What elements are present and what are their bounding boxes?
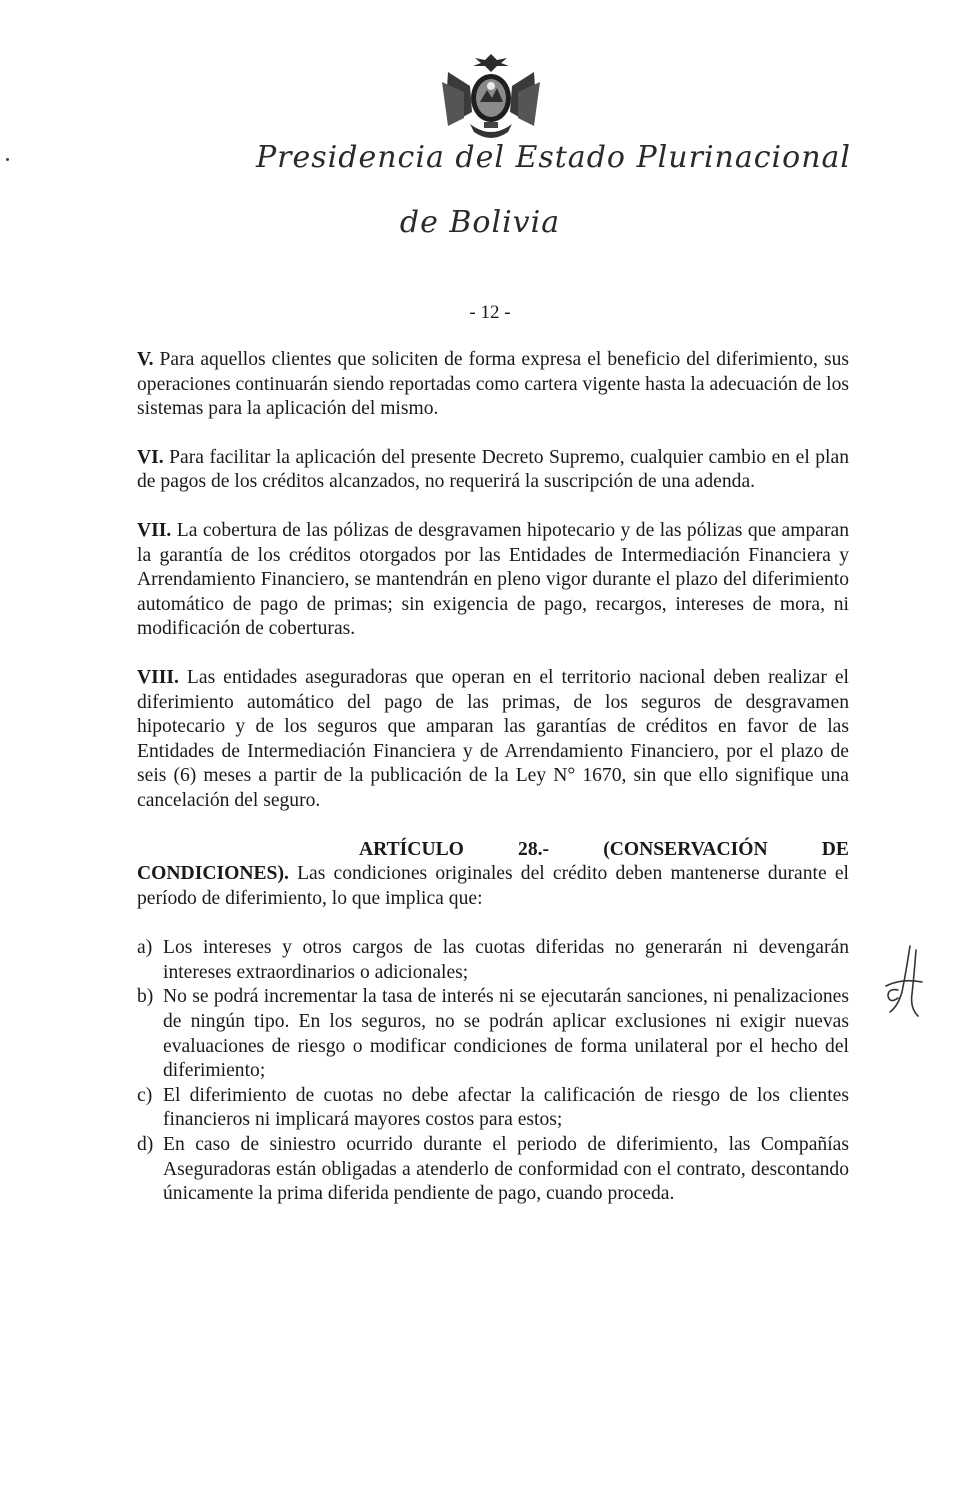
article-28 — [137, 838, 849, 912]
article-heading-word: 28.- — [518, 838, 550, 860]
document-body — [137, 348, 849, 1207]
coat-of-arms-icon — [440, 52, 542, 142]
article-intro — [137, 862, 849, 911]
letterhead-title-line-1: Presidencia del Estado Plurinacional — [256, 140, 851, 175]
list-item — [137, 985, 849, 1083]
article-heading — [137, 838, 849, 863]
article-text: Las condiciones originales del crédito deben mantenerse durante el período de diferimiento, lo que implica que: — [137, 863, 849, 909]
paragraph-label: VII. — [137, 519, 172, 541]
paragraph-text: Para aquellos clientes que soliciten de forma expresa el beneficio del diferimiento, sus operaciones continuarán siendo reportadas como cartera vigente hasta la adecuación de los sistemas para la aplicación del mismo. — [137, 349, 849, 420]
list-item — [137, 936, 849, 985]
paragraph-label: VI. — [137, 446, 164, 468]
list-item-text: El diferimiento de cuotas no debe afectar la calificación de riesgo de los clientes financieros ni implicará mayores costos para estos; — [163, 1084, 849, 1131]
paragraph-text: Las entidades aseguradoras que operan en el territorio nacional deben realizar el diferimiento automático del pago de las primas, de los seguros de desgravamen hipotecario y de los seguros que amparan las garantías de créditos en favor de las Entidades de Intermediación Financiera y de Arrendamiento Financiero, por el plazo de seis (6) meses a partir de la publicación de la Ley N° 1670, sin que ello signifique una cancelación del seguro. — [137, 666, 849, 811]
paragraph-vi — [137, 446, 849, 495]
list-item-text: En caso de siniestro ocurrido durante el periodo de diferimiento, las Compañías Aseguradoras están obligadas a atenderlo de conformidad con el contrato, descontando únicamente la prima diferida pendiente de pago, cuando proceda. — [163, 1134, 849, 1205]
list-item-text: No se podrá incrementar la tasa de interés ni se ejecutarán sanciones, ni penalizaciones de ningún tipo. En los seguros, no se podrán aplicar exclusiones ni exigir nuevas evaluaciones de riesgo o modificar condiciones de forma unilateral por el hecho del diferimiento; — [163, 986, 849, 1082]
paragraph-label: V. — [137, 349, 154, 370]
page-number: - 12 - — [469, 302, 511, 323]
list-item — [137, 1133, 849, 1207]
list-marker: b) — [137, 986, 154, 1008]
article-heading-continuation: CONDICIONES). — [137, 863, 289, 885]
article-heading-word: ARTÍCULO — [359, 838, 464, 860]
paragraph-label: VIII. — [137, 666, 179, 688]
paragraph-text: La cobertura de las pólizas de desgravamen hipotecario y de las pólizas que amparan la garantía de los créditos otorgados por las Entidades de Intermediación Financiera y Arrendamiento Financiero, se mantendrán en pleno vigor durante el plazo del diferimiento automático de pago de primas; sin exigencia de pago, recargos, intereses de mora, ni modificación de coberturas. — [137, 519, 849, 640]
list-marker: d) — [137, 1134, 154, 1156]
handwritten-initials-icon — [880, 942, 925, 1022]
paragraph-v — [137, 348, 849, 422]
article-heading-word: DE — [821, 838, 849, 860]
article-heading-word: (CONSERVACIÓN — [603, 838, 768, 860]
list-item-text: Los intereses y otros cargos de las cuotas diferidas no generarán ni devengarán intereses extraordinarios o adicionales; — [163, 937, 849, 983]
list-marker: a) — [137, 937, 153, 959]
paragraph-viii — [137, 666, 849, 814]
letterhead-title-line-2: de Bolivia — [399, 205, 561, 240]
list-item — [137, 1084, 849, 1133]
list-marker: c) — [137, 1084, 153, 1106]
scan-speck — [6, 158, 9, 161]
article-list — [137, 936, 849, 1207]
paragraph-vii — [137, 519, 849, 642]
paragraph-text: Para facilitar la aplicación del presente Decreto Supremo, cualquier cambio en el plan de pagos de los créditos alcanzados, no requerirá la suscripción de una adenda. — [137, 446, 849, 493]
letterhead — [0, 0, 980, 260]
